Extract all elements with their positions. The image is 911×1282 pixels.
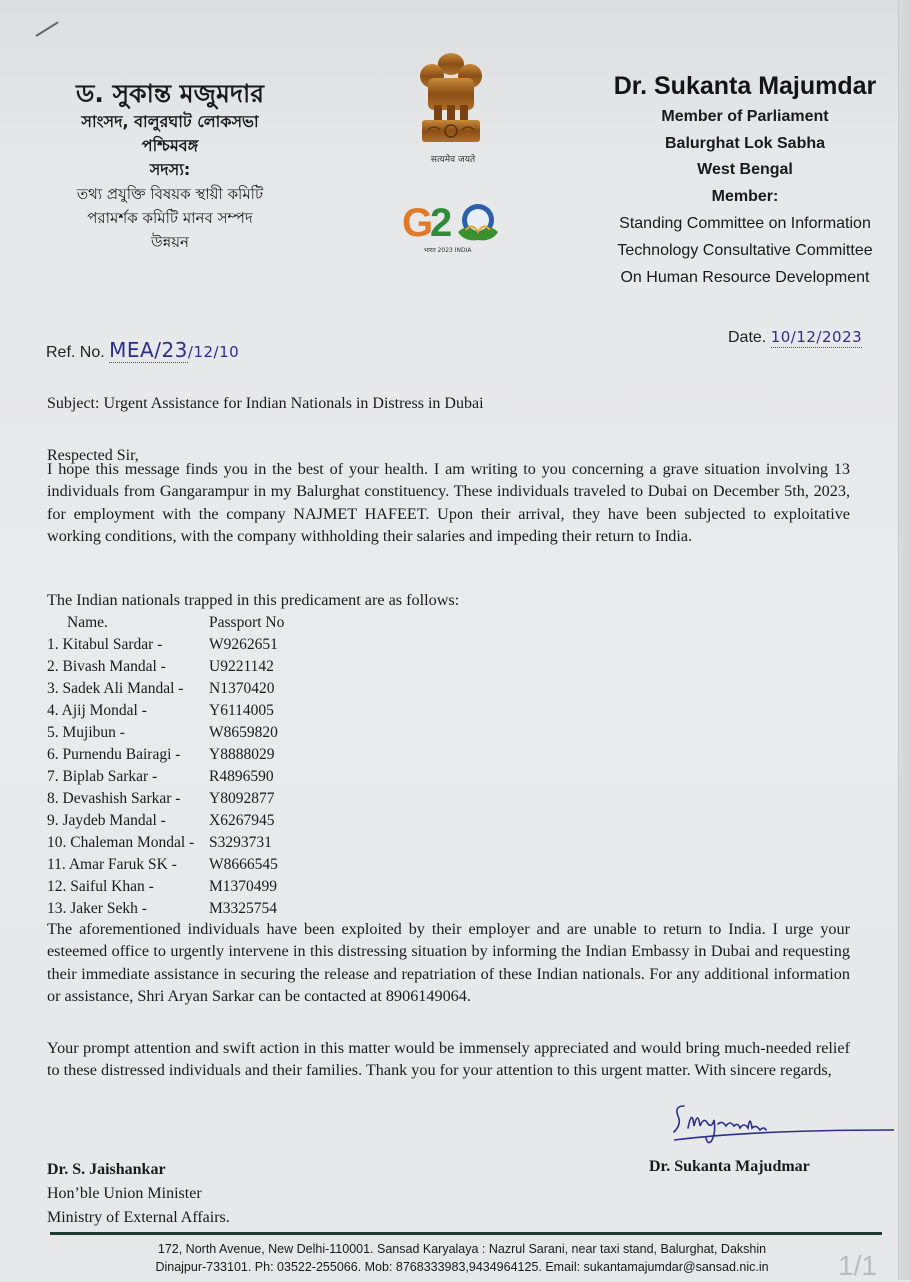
addressee-title: Hon’ble Union Minister <box>47 1185 202 1202</box>
table-row: 10. Chaleman Mondal - S3293731 <box>47 834 272 851</box>
signature-icon <box>666 1098 896 1148</box>
bengali-state: পশ্চিমবঙ্গ <box>141 136 199 155</box>
member-label: Member: <box>711 187 779 205</box>
ref-label: Ref. No. <box>46 344 105 361</box>
footer-address <box>92 1240 832 1276</box>
table-row: 11. Amar Faruk SK - W8666545 <box>47 856 278 873</box>
addressee-block <box>47 1158 230 1230</box>
table-row: 4. Ajij Mondal - Y6114005 <box>47 702 274 719</box>
paragraph-request: The aforementioned individuals have been exploited by their employer and are unable to return to India. I urge your esteemed office to urgently intervene in this distressing situation by informing the Indian Embassy in Dubai and requesting their immediate assistance in securing the release and repatriation of these Indian nationals. For any additional information or assistance, Shri Aryan Sarkar can be contacted at 8906149064. <box>47 920 850 1005</box>
table-row: 8. Devashish Sarkar - Y8092877 <box>47 790 275 807</box>
table-row: 6. Purnendu Bairagi - Y8888029 <box>47 746 275 763</box>
sender-title: Member of Parliament <box>661 108 829 125</box>
committee-line: Technology Consultative Committee <box>617 242 873 259</box>
bengali-name: ড. সুকান্ত মজুমদার <box>75 79 265 108</box>
committee-line: On Human Resource Development <box>620 269 870 286</box>
addressee-name: Dr. S. Jaishankar <box>47 1161 166 1178</box>
date-label: Date. <box>728 329 767 346</box>
ref-value-suffix: /12/10 <box>187 343 240 361</box>
table-row: 13. Jaker Sekh - M3325754 <box>47 900 278 917</box>
header-name: Name. <box>67 614 108 631</box>
bengali-committee-line: উন্নয়ন <box>150 233 190 251</box>
sender-state: West Bengal <box>697 161 793 178</box>
pen-mark <box>35 21 58 36</box>
header-passport: Passport No <box>209 614 285 631</box>
table-row: 9. Jaydeb Mandal - X6267945 <box>47 812 275 829</box>
table-row: 2. Bivash Mandal - U9221142 <box>47 658 274 675</box>
svg-text:2: 2 <box>430 201 453 245</box>
date-value: 10/12/2023 <box>770 328 863 346</box>
salutation: Respected Sir, <box>47 447 139 464</box>
committee-line: Standing Committee on Information <box>619 215 871 232</box>
ref-value: MEA/23 <box>109 338 188 362</box>
national-emblem-icon <box>418 50 484 148</box>
table-row: 1. Kitabul Sardar - W9262651 <box>47 636 278 653</box>
letter-date <box>728 328 862 348</box>
svg-text:G: G <box>402 201 434 245</box>
paper-edge <box>898 0 911 1280</box>
bengali-letterhead <box>20 78 320 254</box>
bengali-title: সাংসদ, বালুরঘাট লোকসভা <box>81 112 259 131</box>
emblem-motto: सत्यमेव जयते <box>430 155 476 165</box>
reference-number <box>46 338 239 363</box>
table-row: 12. Saiful Khan - M1370499 <box>47 878 278 895</box>
subject-line: Subject: Urgent Assistance for Indian Nationals in Distress in Dubai <box>47 395 484 412</box>
page-indicator: 1/1 <box>838 1250 877 1281</box>
paragraph-intro: I hope this message finds you in the best of your health. I am writing to you concerning a grave situation involving 13 individuals from Gangarampur in my Balurghat constituency. These individuals traveled to Dubai on December 5th, 2023, for employment with the company NAJMET HAFEET. Upon their arrival, they have been subjected to exploitative working conditions, with the company withholding their salaries and impeding their return to India. <box>47 460 850 545</box>
english-letterhead <box>600 68 890 291</box>
bengali-committee-line: তথ্য প্রযুক্তি বিষয়ক স্থায়ী কমিটি <box>76 185 264 203</box>
table-header <box>47 612 319 634</box>
sender-constituency: Balurghat Lok Sabha <box>664 134 826 152</box>
bengali-committee-line: পরামর্শক কমিটি মানব সম্পদ <box>87 209 253 227</box>
paragraph-closing: Your prompt attention and swift action in this matter would be immensely appreciated and would bring much-needed relief to these distressed individuals and their families. Thank you for your attention to this urgent matter. With sincere regards, <box>47 1039 850 1080</box>
addressee-ministry: Ministry of External Affairs. <box>47 1209 230 1226</box>
signatory-name: Dr. Sukanta Majudmar <box>649 1158 810 1175</box>
table-row: 5. Mujibun - W8659820 <box>47 724 278 741</box>
footer-line: 172, North Avenue, New Delhi-110001. Sansad Karyalaya : Nazrul Sarani, near taxi stand, Balurghat, Dakshin <box>157 1242 767 1256</box>
list-intro: The Indian nationals trapped in this predicament are as follows: <box>47 591 460 609</box>
g20-logo-icon <box>400 196 520 258</box>
nationals-table <box>47 612 319 920</box>
sender-name-heading: Dr. Sukanta Majumdar <box>613 72 877 100</box>
table-row: 3. Sadek Ali Mandal - N1370420 <box>47 680 275 697</box>
table-row: 7. Biplab Sarkar - R4896590 <box>47 768 274 785</box>
bengali-member-label: সদস্য: <box>149 160 191 179</box>
footer-line: Dinajpur-733101. Ph: 03522-255066. Mob: 8768333983,9434964125. Email: sukantamajumdar@sansad.nic.in <box>155 1260 769 1274</box>
footer-divider <box>50 1232 882 1235</box>
svg-text:भारत 2023 INDIA: भारत 2023 INDIA <box>424 247 472 254</box>
